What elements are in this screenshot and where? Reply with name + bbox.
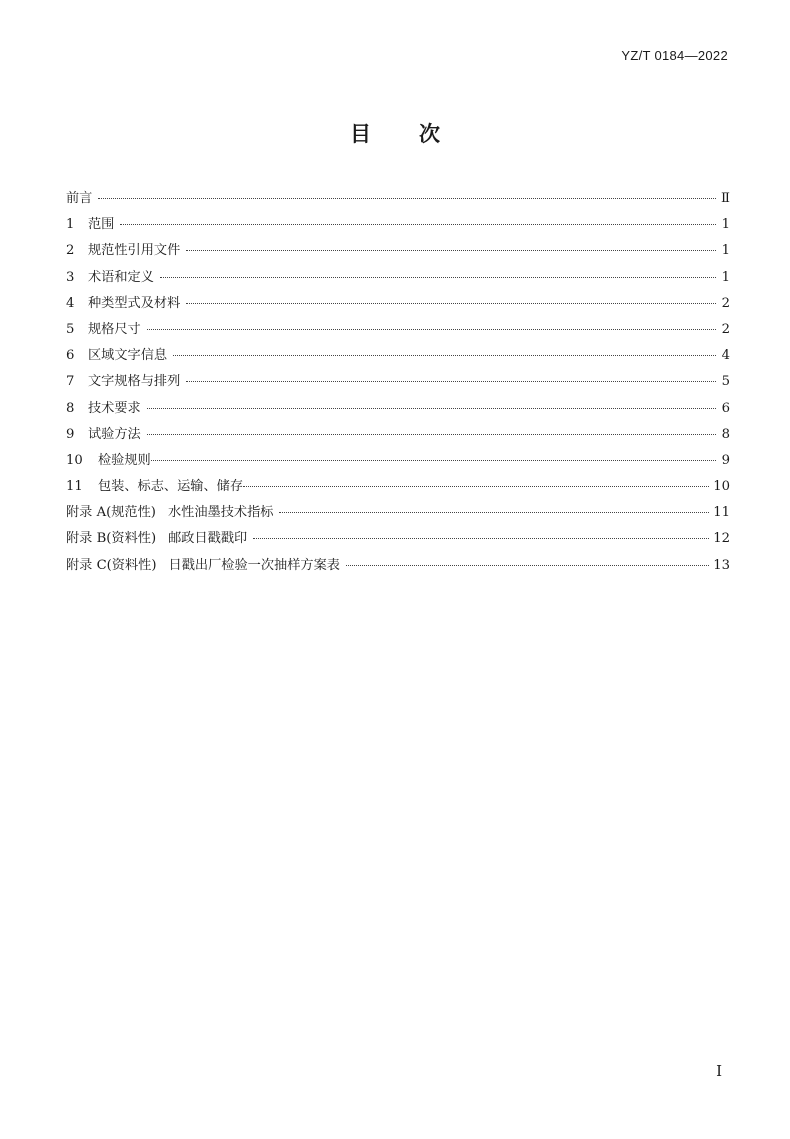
- toc-entry-page: 2: [721, 321, 730, 337]
- toc-entry-page: Ⅱ: [721, 191, 730, 206]
- toc-entry-number: 6: [66, 348, 75, 364]
- document-code: YZ/T 0184—2022: [621, 48, 728, 63]
- toc-entry-page: 11: [713, 505, 730, 521]
- toc-entry-7[interactable]: [66, 370, 730, 396]
- toc-entry-number: 5: [66, 321, 75, 337]
- toc-entry-page: 6: [721, 400, 730, 416]
- toc-appendix-label: 附录 A(规范性): [66, 505, 156, 521]
- toc-entry-label: 种类型式及材料: [88, 295, 181, 311]
- toc-entry-label: 邮政日戳戳印: [168, 531, 248, 547]
- toc-entry-page: 1: [721, 243, 730, 259]
- toc-entry-5[interactable]: [66, 318, 730, 344]
- table-of-contents: [66, 187, 730, 580]
- toc-dot-leader: [120, 211, 716, 225]
- toc-dot-leader: [98, 185, 716, 199]
- toc-entry-4[interactable]: [66, 292, 730, 318]
- toc-entry-appendix-b[interactable]: [66, 527, 730, 553]
- toc-entry-page: 4: [721, 348, 730, 364]
- toc-entry-10[interactable]: [66, 449, 730, 475]
- toc-dot-leader: [243, 473, 709, 487]
- toc-entry-label: 范围: [88, 217, 115, 233]
- toc-entry-number: 9: [66, 426, 75, 442]
- toc-entry-label: 水性油墨技术指标: [167, 505, 274, 521]
- toc-entry-page: 1: [721, 217, 730, 233]
- toc-entry-number: 4: [66, 295, 75, 311]
- toc-entry-11[interactable]: [66, 475, 730, 501]
- toc-dot-leader: [186, 368, 716, 382]
- toc-entry-page: 2: [721, 295, 730, 311]
- toc-dot-leader: [186, 237, 716, 251]
- toc-title-char-2: 次: [419, 122, 440, 146]
- toc-entry-label: 前言: [66, 191, 93, 206]
- toc-entry-page: 13: [713, 557, 730, 573]
- page-number: I: [716, 1062, 722, 1080]
- toc-dot-leader: [253, 525, 709, 539]
- toc-entry-label: 日戳出厂检验一次抽样方案表: [168, 557, 340, 573]
- toc-dot-leader: [147, 316, 716, 330]
- toc-entry-label: 检验规则: [98, 452, 151, 468]
- toc-dot-leader: [147, 421, 716, 435]
- toc-entry-page: 12: [713, 531, 730, 547]
- toc-entry-8[interactable]: [66, 397, 730, 423]
- toc-entry-number: 2: [66, 243, 75, 259]
- toc-title: [0, 118, 790, 148]
- toc-entry-label: 文字规格与排列: [88, 374, 181, 390]
- toc-entry-page: 1: [721, 269, 730, 285]
- toc-entry-9[interactable]: [66, 423, 730, 449]
- toc-entry-appendix-c[interactable]: [66, 554, 730, 580]
- toc-entry-label: 包装、标志、运输、储存: [98, 479, 244, 495]
- toc-entry-label: 规范性引用文件: [88, 243, 181, 259]
- toc-appendix-label: 附录 C(资料性): [66, 557, 157, 573]
- toc-entry-number: 1: [66, 217, 75, 233]
- toc-entry-number: 11: [66, 479, 83, 495]
- toc-dot-leader: [173, 342, 716, 356]
- toc-entry-page: 8: [721, 426, 730, 442]
- toc-entry-number: 3: [66, 269, 75, 285]
- toc-entry-2[interactable]: [66, 239, 730, 265]
- toc-entry-foreword[interactable]: [66, 187, 730, 213]
- toc-entry-number: 7: [66, 374, 75, 390]
- toc-title-char-1: 目: [350, 122, 371, 146]
- toc-dot-leader: [186, 290, 716, 304]
- toc-entry-page: 5: [721, 374, 730, 390]
- toc-appendix-label: 附录 B(资料性): [66, 531, 157, 547]
- toc-entry-page: 9: [721, 452, 730, 468]
- toc-entry-number: 8: [66, 400, 75, 416]
- toc-entry-6[interactable]: [66, 344, 730, 370]
- toc-dot-leader: [151, 447, 716, 461]
- toc-entry-label: 技术要求: [88, 400, 141, 416]
- toc-entry-number: 10: [66, 452, 83, 468]
- toc-dot-leader: [279, 499, 709, 513]
- toc-dot-leader: [147, 395, 716, 409]
- toc-entry-appendix-a[interactable]: [66, 501, 730, 527]
- toc-entry-3[interactable]: [66, 266, 730, 292]
- toc-entry-label: 规格尺寸: [88, 321, 141, 337]
- toc-entry-1[interactable]: [66, 213, 730, 239]
- toc-entry-label: 试验方法: [88, 426, 141, 442]
- toc-entry-page: 10: [713, 479, 730, 495]
- toc-dot-leader: [346, 552, 709, 566]
- toc-entry-label: 区域文字信息: [88, 348, 168, 364]
- toc-entry-label: 术语和定义: [88, 269, 154, 285]
- toc-dot-leader: [160, 264, 716, 278]
